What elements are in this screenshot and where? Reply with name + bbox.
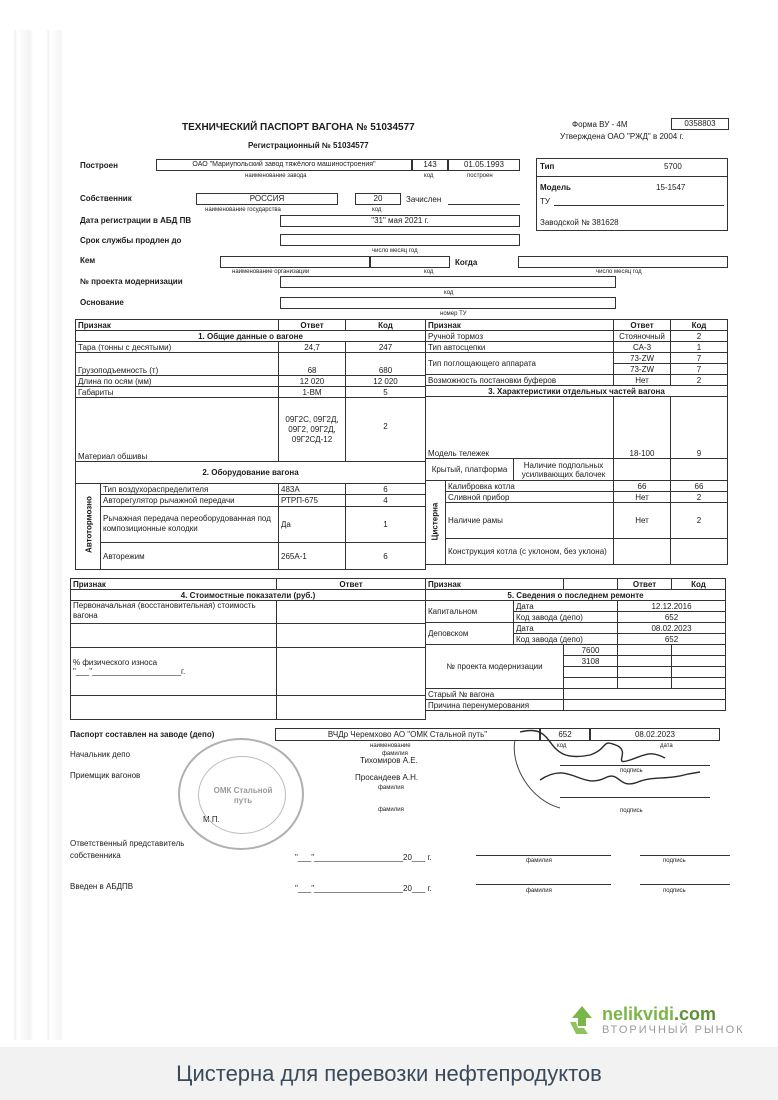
- watermark-brand-domain: .com: [674, 1004, 717, 1024]
- mod-project-2b: [618, 656, 672, 667]
- section3-title: 3. Характеристики отдельных частей вагона: [426, 386, 728, 397]
- built-sub-code: код: [424, 173, 434, 179]
- recycle-icon: [566, 1004, 598, 1036]
- made-sub-code: код: [557, 743, 567, 749]
- model-label: Модель: [540, 183, 571, 192]
- owner-sub-name: наименование государства: [205, 207, 281, 213]
- buffer-code: 2: [671, 375, 728, 386]
- stamp-text: ОМК Стальной путь: [213, 786, 273, 805]
- coupler-value: СА-3: [614, 342, 671, 353]
- by-org-field: [220, 256, 370, 268]
- covered-value: [614, 459, 671, 481]
- air-distributor-value: 483А: [279, 484, 346, 495]
- t4-header-gap: [564, 579, 618, 590]
- automode-code: 6: [346, 543, 426, 570]
- tu-line: [554, 205, 724, 206]
- gauge-value: 1-ВМ: [279, 387, 346, 398]
- mod-project-2c: [672, 656, 726, 667]
- when-label: Когда: [455, 258, 478, 267]
- wear-label: % физического износа: [73, 658, 158, 667]
- regulator-value: РТРП-675: [279, 495, 346, 506]
- mod-project-3b: [618, 667, 672, 678]
- capacity-label: Грузоподъемность (т): [76, 353, 279, 376]
- made-at-value: ВЧДр Черемхово АО "ОМК Стальной путь": [275, 728, 540, 741]
- lever-value: Да: [279, 506, 346, 543]
- basis-sub: номер ТУ: [440, 311, 467, 317]
- depot-date: 08.02.2023: [618, 623, 726, 634]
- lever-code: 1: [346, 506, 426, 543]
- intro-label: Введен в АБДПВ: [70, 882, 134, 891]
- material-code: 2: [346, 398, 426, 462]
- by-sub-date: число месяц год: [596, 269, 642, 275]
- registration-line: Регистрационный № 51034577: [248, 141, 369, 150]
- automode-value: 265А-1: [279, 543, 346, 570]
- coupler-code: 1: [671, 342, 728, 353]
- caption-bar: [0, 1047, 778, 1100]
- cost-table: [70, 578, 426, 720]
- type-value: 5700: [664, 162, 682, 171]
- initial-cost-label: Первоначальная (восстановительная) стоимость вагона: [71, 601, 277, 624]
- absorber-code-2: 7: [671, 364, 728, 375]
- capital-label: Капитальном: [426, 601, 514, 623]
- cost-blank-label: [71, 624, 277, 648]
- cost-blank-value: [277, 624, 426, 648]
- form-number: 0358803: [671, 118, 729, 130]
- intro-surname-line: [476, 884, 611, 885]
- depot-code-label: Код завода (депо): [514, 634, 618, 645]
- absorber-value-2: 73-ZW: [614, 364, 671, 375]
- mod-project-1b: [618, 645, 672, 656]
- scan-edge: [0, 30, 62, 1040]
- mod-project-4: [564, 678, 618, 689]
- intro-sign-line: [640, 884, 730, 885]
- boiler-value: [614, 539, 671, 565]
- length-value: 12 020: [279, 376, 346, 387]
- model-value: 15-1547: [656, 183, 686, 192]
- t1-header-code: Код: [346, 320, 426, 331]
- tank-group: [426, 481, 446, 565]
- subfloor-label: Наличие подпольных усиливающих балочек: [514, 459, 614, 481]
- responsible-sub-surname: фамилия: [526, 858, 552, 864]
- by-sub-code: код: [424, 269, 434, 275]
- owner-value: РОССИЯ: [196, 193, 338, 205]
- chief-name: Тихомиров А.Е.: [360, 756, 418, 765]
- lever-label: Рычажная передача переоборудованная под композиционные колодки: [101, 506, 279, 543]
- mod-project-3c: [672, 667, 726, 678]
- regulator-code: 4: [346, 495, 426, 506]
- t3-header-attr: Признак: [71, 579, 277, 590]
- basis-field: [280, 297, 616, 309]
- t4-header-code: Код: [672, 579, 726, 590]
- calibration-value: 66: [614, 481, 671, 492]
- modernization-field: [280, 276, 616, 288]
- wear-value: [277, 648, 426, 696]
- absorber-value-1: 73-ZW: [614, 353, 671, 364]
- intro-date: "___"____________________20___ г.: [295, 884, 432, 893]
- gauge-code: 5: [346, 387, 426, 398]
- boiler-code: [671, 539, 728, 565]
- material-label: Материал обшивы: [76, 398, 279, 462]
- enrolled-line: [448, 204, 520, 205]
- registration-date-value: "31" мая 2021 г.: [280, 215, 520, 227]
- cost-blank-2-value: [277, 696, 426, 720]
- tare-value: 24,7: [279, 342, 346, 353]
- extension-sub: число месяц год: [372, 248, 418, 254]
- initial-cost-value: [277, 601, 426, 624]
- enrolled-label: Зачислен: [406, 195, 442, 204]
- extension-field: [280, 234, 520, 246]
- by-sub-org: наименование организации: [232, 269, 310, 275]
- watermark-tagline: ВТОРИЧНЫЙ РЫНОК: [602, 1024, 745, 1036]
- t2-header-attr: Признак: [426, 320, 614, 331]
- caption-text: Цистерна для перевозки нефтепродуктов: [176, 1061, 602, 1086]
- t1-header-attr: Признак: [76, 320, 279, 331]
- drain-label: Сливной прибор: [446, 492, 614, 503]
- drain-value: Нет: [614, 492, 671, 503]
- capacity-value: 68: [279, 353, 346, 376]
- made-at-date: 08.02.2023: [590, 728, 720, 741]
- mod-project-2: 3108: [564, 656, 618, 667]
- receiver-name: Просандеев А.Н.: [355, 773, 419, 782]
- watermark-logo: [566, 1002, 766, 1042]
- calibration-label: Калибровка котла: [446, 481, 614, 492]
- covered-code: [671, 459, 728, 481]
- made-sub-name: наименование: [370, 743, 411, 749]
- owner-sub-code: код: [372, 207, 382, 213]
- type-label: Тип: [540, 162, 555, 171]
- t2-header-answer: Ответ: [614, 320, 671, 331]
- buffer-value: Нет: [614, 375, 671, 386]
- capital-date: 12.12.2016: [618, 601, 726, 612]
- responsible-surname-line: [476, 855, 611, 856]
- frame-value: Нет: [614, 503, 671, 539]
- boiler-label: Конструкция котла (с уклоном, без уклона): [446, 539, 614, 565]
- section5-title: 5. Сведения о последнем ремонте: [426, 590, 726, 601]
- autobrake-group-label: Автотормозно: [84, 496, 94, 553]
- old-number-value: [564, 689, 726, 700]
- registration-date-label: Дата регистрации в АБД ПВ: [80, 216, 192, 225]
- repair-table: [425, 578, 726, 711]
- intro-sub-surname: фамилия: [526, 888, 552, 894]
- bogie-label: Модель тележек: [426, 397, 614, 459]
- material-value: 09Г2С, 09Г2Д, 09Г2, 09Г2Д, 09Г2СД-12: [279, 398, 346, 462]
- length-code: 12 020: [346, 376, 426, 387]
- built-date-value: 01.05.1993: [448, 159, 520, 171]
- chief-signature: [520, 730, 665, 761]
- built-label: Построен: [80, 161, 118, 170]
- tare-label: Тара (тонны с десятыми): [76, 342, 279, 353]
- depot-code: 652: [618, 634, 726, 645]
- air-distributor-code: 6: [346, 484, 426, 495]
- coupler-label: Тип автосцепки: [426, 342, 614, 353]
- depot-label: Деповском: [426, 623, 514, 645]
- absorber-code-1: 7: [671, 353, 728, 364]
- tank-group-label: Цистерна: [430, 502, 440, 541]
- built-sub-name: наименование завода: [245, 173, 307, 179]
- section2-title: 2. Оборудование вагона: [76, 462, 426, 484]
- by-code-field: [370, 256, 450, 268]
- receiver-sub-surname-2: фамилия: [378, 807, 404, 813]
- responsible-sign-line: [640, 855, 730, 856]
- capacity-code: 680: [346, 353, 426, 376]
- calibration-code: 66: [671, 481, 728, 492]
- hand-brake-label: Ручной тормоз: [426, 331, 614, 342]
- tare-code: 247: [346, 342, 426, 353]
- chief-sub-sign: подпись: [620, 768, 643, 774]
- bogie-value: 18-100: [614, 397, 671, 459]
- wear-date: "___"____________________г.: [73, 667, 186, 676]
- capital-code-label: Код завода (депо): [514, 612, 618, 623]
- responsible-date: "___"____________________20___ г.: [295, 853, 432, 862]
- capital-date-label: Дата: [514, 601, 618, 612]
- company-stamp: [178, 738, 304, 850]
- buffer-label: Возможность постановки буферов: [426, 375, 614, 386]
- cost-blank-2-label: [71, 696, 277, 720]
- absorber-label: Тип поглощающего аппарата: [426, 353, 614, 375]
- document-title: ТЕХНИЧЕСКИЙ ПАСПОРТ ВАГОНА № 51034577: [182, 122, 415, 133]
- responsible-label: Ответственный представитель собственника: [70, 839, 185, 860]
- automode-label: Авторежим: [101, 543, 279, 570]
- owner-code-value: 20: [355, 193, 401, 205]
- t1-header-answer: Ответ: [279, 320, 346, 331]
- section4-title: 4. Стоимостные показатели (руб.): [71, 590, 426, 601]
- mod-project-3: [564, 667, 618, 678]
- t2-header-code: Код: [671, 320, 728, 331]
- factory-number: Заводской № 381628: [540, 218, 619, 227]
- capital-code: 652: [618, 612, 726, 623]
- autobrake-group: [76, 484, 101, 570]
- receiver-sub-sign: подпись: [620, 808, 643, 814]
- watermark-brand-main: nelikvidi: [602, 1004, 675, 1024]
- receiver-signature: [540, 772, 700, 784]
- hand-brake-code: 2: [671, 331, 728, 342]
- frame-code: 2: [671, 503, 728, 539]
- parts-table: [425, 319, 728, 565]
- mod-project-label: № проекта модернизации: [426, 645, 564, 689]
- built-sub-date: построен: [467, 173, 493, 179]
- section1-title: 1. Общие данные о вагоне: [76, 331, 426, 342]
- chief-sub-surname: фамилия: [382, 751, 408, 757]
- depot-date-label: Дата: [514, 623, 618, 634]
- intro-sub-sign: подпись: [663, 888, 686, 894]
- chief-label: Начальник депо: [70, 750, 131, 759]
- mp-label: М.П.: [203, 815, 220, 824]
- receiver-label: Приемщик вагонов: [70, 771, 141, 780]
- frame-label: Наличие рамы: [446, 503, 614, 539]
- t4-header-answer: Ответ: [618, 579, 672, 590]
- renumber-value: [564, 700, 726, 711]
- tu-label: ТУ: [540, 197, 550, 206]
- approved-line: Утверждена ОАО "РЖД" в 2004 г.: [560, 132, 684, 141]
- made-sub-date: дата: [660, 743, 673, 749]
- basis-label: Основание: [80, 298, 124, 307]
- by-label: Кем: [80, 256, 96, 265]
- made-at-label: Паспорт составлен на заводе (депо): [70, 730, 215, 739]
- receiver-sub-surname: фамилия: [378, 785, 404, 791]
- hand-brake-value: Стояночный: [614, 331, 671, 342]
- made-at-code: 652: [540, 728, 590, 741]
- built-factory-value: ОАО "Мариупольский завод тяжёлого машиностроения": [156, 159, 412, 171]
- form-label: Форма ВУ - 4М: [572, 120, 628, 129]
- mod-project-1c: [672, 645, 726, 656]
- extension-label: Срок службы продлен до: [80, 236, 182, 245]
- responsible-sub-sign: подпись: [663, 858, 686, 864]
- renumber-label: Причина перенумерования: [426, 700, 564, 711]
- covered-label: Крытый, платформа: [426, 459, 514, 481]
- modernization-label: № проекта модернизации: [80, 277, 183, 286]
- signatures: [500, 720, 730, 820]
- bogie-code: 9: [671, 397, 728, 459]
- general-data-table: [75, 319, 426, 570]
- mod-project-4c: [672, 678, 726, 689]
- mod-project-4b: [618, 678, 672, 689]
- t3-header-answer: Ответ: [277, 579, 426, 590]
- wear-cell: [71, 648, 277, 696]
- watermark-brand: [602, 1004, 716, 1025]
- when-field: [518, 256, 728, 268]
- owner-label: Собственник: [80, 194, 132, 203]
- type-divider: [536, 176, 728, 177]
- regulator-label: Авторегулятор рычажной передачи: [101, 495, 279, 506]
- modernization-sub: код: [444, 290, 454, 296]
- t4-header-attr: Признак: [426, 579, 564, 590]
- gauge-label: Габариты: [76, 387, 279, 398]
- air-distributor-label: Тип воздухораспределителя: [101, 484, 279, 495]
- length-label: Длина по осям (мм): [76, 376, 279, 387]
- old-number-label: Старый № вагона: [426, 689, 564, 700]
- built-code-value: 143: [412, 159, 448, 171]
- mod-project-1: 7600: [564, 645, 618, 656]
- drain-code: 2: [671, 492, 728, 503]
